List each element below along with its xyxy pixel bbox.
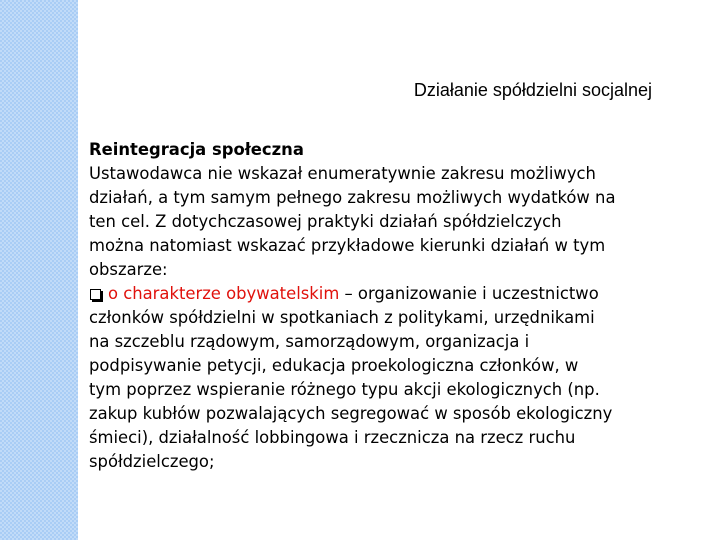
intro-line: Ustawodawca nie wskazał enumeratywnie zakresu możliwych [89,164,596,183]
bullet-continuation-line: na szczeblu rządowym, samorządowym, organizacja i [89,332,530,351]
bullet-item [89,282,719,306]
intro-line: można natomiast wskazać przykładowe kierunki działań w tym [89,236,606,255]
bullet-continuation-line: członków spółdzielni w spotkaniach z politykami, urzędnikami [89,308,595,327]
bullet-continuation-line: zakup kubłów pozwalających segregować w sposób ekologiczny [89,404,613,423]
slide-body [89,138,719,474]
bullet-continuation-line: spółdzielczego; [89,452,215,471]
slide-title: Działanie spółdzielni socjalnej [413,80,652,100]
intro-line: ten cel. Z dotychczasowej praktyki działań spółdzielczych [89,212,562,231]
bullet-text: – organizowanie i uczestnictwo [339,284,599,303]
intro-line: działań, a tym samym pełnego zakresu możliwych wydatków na [89,188,616,207]
bullet-continuation-line: tym poprzez wspieranie różnego typu akcji ekologicznych (np. [89,380,600,399]
bullet-highlight: o charakterze obywatelskim [108,284,340,303]
section-heading: Reintegracja społeczna [89,140,304,159]
decorative-side-band [0,0,78,540]
bullet-continuation-line: podpisywanie petycji, edukacja proekologiczna członków, w [89,356,579,375]
intro-line: obszarze: [89,260,168,279]
checkbox-square-icon [90,289,101,300]
bullet-continuation-line: śmieci), działalność lobbingowa i rzecznicza na rzecz ruchu [89,428,576,447]
